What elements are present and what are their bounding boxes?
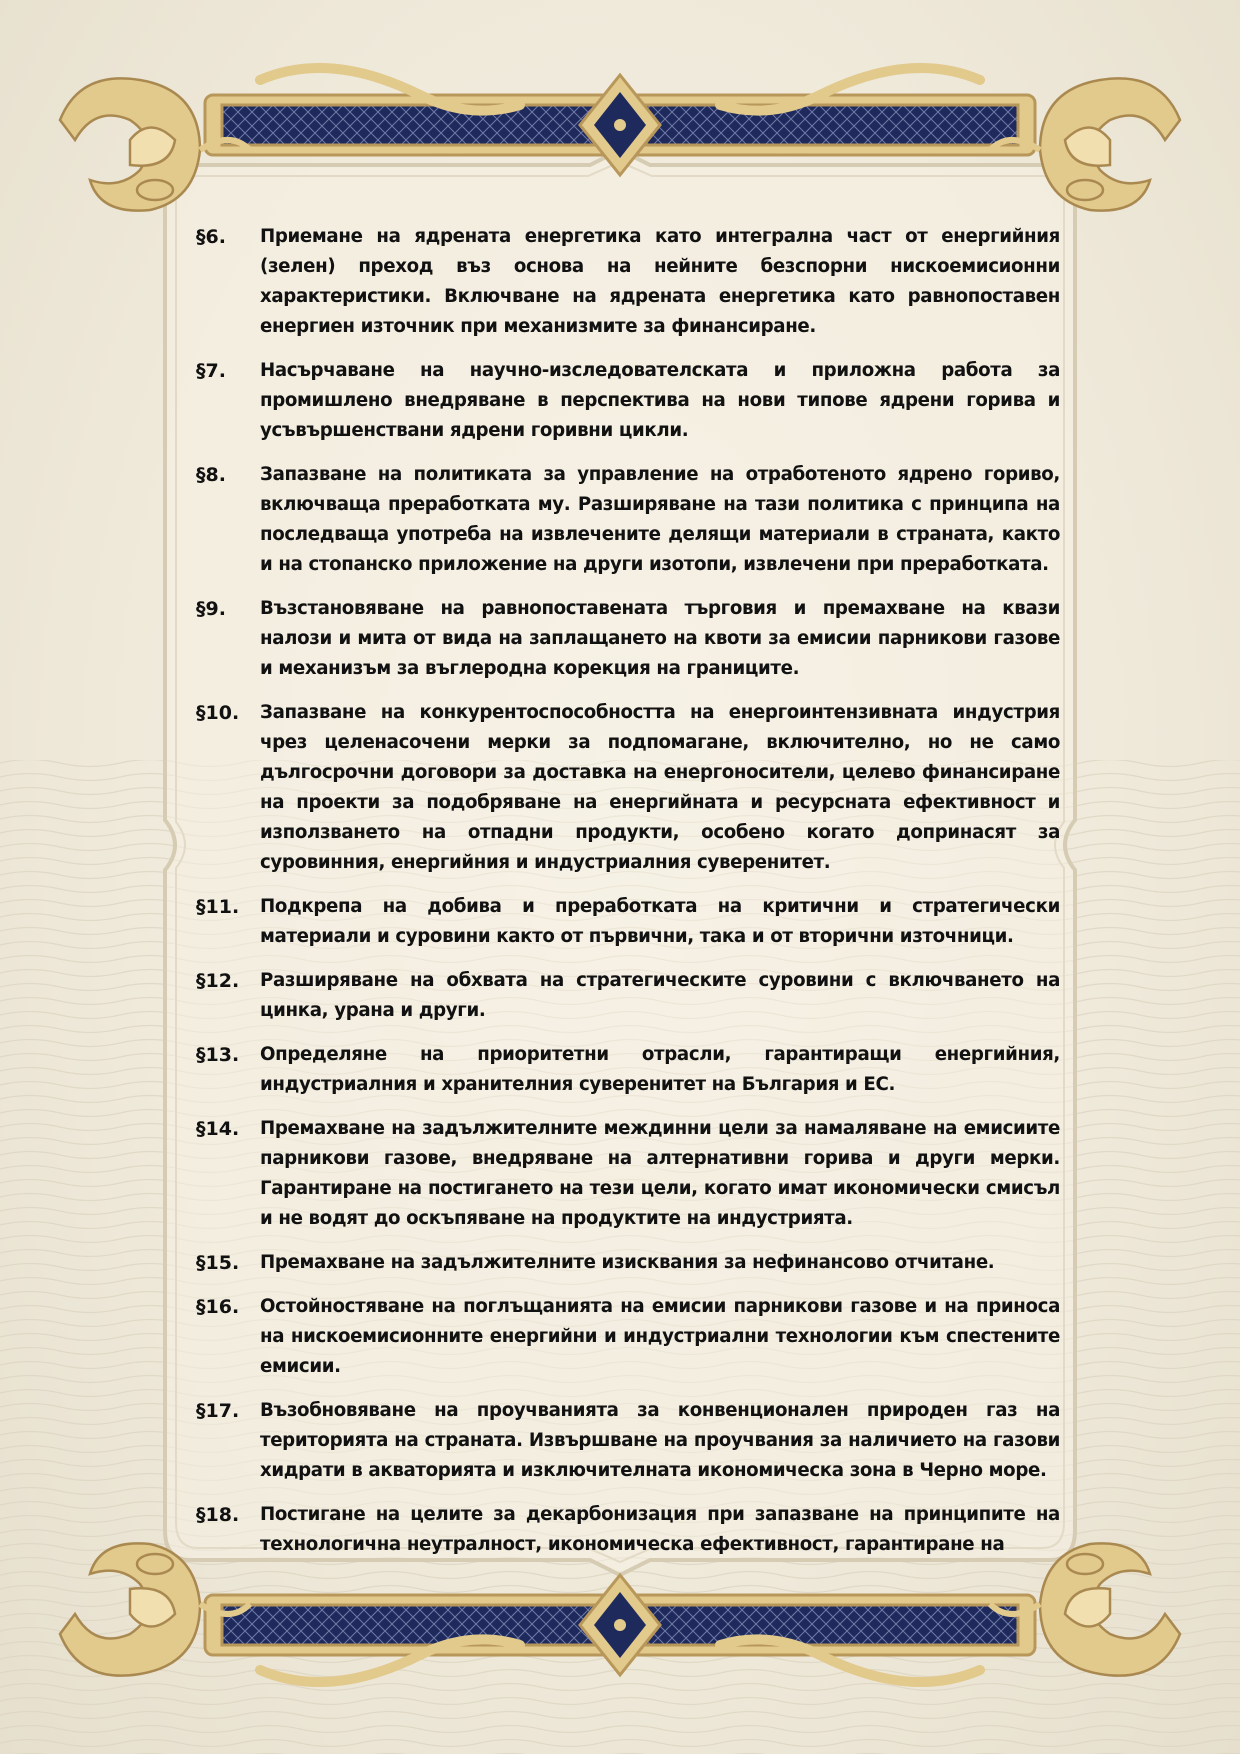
- paragraph-14: [196, 1114, 1060, 1234]
- paragraph-number: §7.: [196, 360, 226, 382]
- paragraph-text: Възобновяване на проучванията за конвенционален природен газ на територията на страната. Извършване на проучвания за наличието на газови хидрати в акваторията и изключителната икономическа зона в Черно море.: [260, 1400, 1060, 1481]
- bottom-banner: [205, 1575, 1035, 1682]
- paragraph-16: [196, 1292, 1060, 1382]
- paragraph-number: §11.: [196, 896, 240, 918]
- paragraph-9: [196, 594, 1060, 684]
- paragraph-number: §8.: [196, 464, 226, 486]
- paragraph-8: [196, 460, 1060, 580]
- paragraph-10: [196, 698, 1060, 878]
- paragraph-text: Възстановяване на равнопоставената търговия и премахване на квази налози и мита от вида на заплащането на квоти за емисии парникови газове и механизъм за въглеродна корекция на границите.: [260, 598, 1060, 679]
- paragraph-number: §6.: [196, 226, 226, 248]
- paragraph-number: §14.: [196, 1118, 240, 1140]
- paragraph-number: §9.: [196, 598, 226, 620]
- paragraph-18: [196, 1500, 1060, 1560]
- paragraph-text: Премахване на задължителните междинни цели за намаляване на емисиите парникови газове, внедряване на алтернативни горива и други мерки. Гарантиране на постигането на тези цели, когато имат икономически смисъл и не водят до оскъпяване на продуктите на индустрията.: [260, 1118, 1060, 1229]
- paragraph-number: §13.: [196, 1044, 240, 1066]
- paragraph-text: Остойностяване на поглъщанията на емисии парникови газове и на приноса на нискоемисионните енергийни и индустриални технологии към спестените емисии.: [260, 1296, 1060, 1377]
- paragraph-number: §12.: [196, 970, 240, 992]
- paragraph-text: Приемане на ядрената енергетика като интегрална част от енергийния (зелен) преход въз основа на нейните безспорни нискоемисионни характеристики. Включване на ядрената енергетика като равнопоставен енергиен източник при механизмите за финансиране.: [260, 226, 1060, 337]
- paragraph-15: [196, 1248, 1060, 1278]
- paragraph-13: [196, 1040, 1060, 1100]
- paragraph-number: §17.: [196, 1400, 240, 1422]
- paragraph-text: Насърчаване на научно-изследователската и приложна работа за промишлено внедряване в перспектива на нови типове ядрени горива и усъвършенствани ядрени горивни цикли.: [260, 360, 1060, 441]
- paragraph-number: §16.: [196, 1296, 240, 1318]
- paragraph-text: Постигане на целите за декарбонизация при запазване на принципите на технологична неутралност, икономическа ефективност, гарантиране на: [260, 1504, 1060, 1555]
- paragraph-list: [196, 222, 1060, 1574]
- paragraph-number: §15.: [196, 1252, 240, 1274]
- paragraph-17: [196, 1396, 1060, 1486]
- paragraph-text: Подкрепа на добива и преработката на критични и стратегически материали и суровини както от първични, така и от вторични източници.: [260, 896, 1060, 947]
- paragraph-text: Запазване на политиката за управление на отработеното ядрено гориво, включваща преработката му. Разширяване на тази политика с принципа на последваща употреба на извлечените делящи материали в страната, както и на стопанско приложение на други изотопи, извлечени при преработката.: [260, 464, 1060, 575]
- paragraph-text: Премахване на задължителните изисквания за нефинансово отчитане.: [260, 1252, 995, 1273]
- paragraph-12: [196, 966, 1060, 1026]
- paragraph-text: Запазване на конкурентоспособността на енергоинтензивната индустрия чрез целенасочени мерки за подпомагане, включително, но не само дългосрочни договори за доставка на енергоносители, целево финансиране на проекти за подобряване на енергийната и ресурсната ефективност и използването на отпадни продукти, особено когато допринасят за суровинния, енергийния и индустриалния суверенитет.: [260, 702, 1060, 873]
- paragraph-text: Определяне на приоритетни отрасли, гарантиращи енергийния, индустриалния и хранителния суверенитет на България и ЕС.: [260, 1044, 1060, 1095]
- paragraph-number: §10.: [196, 702, 240, 724]
- paragraph-6: [196, 222, 1060, 342]
- paragraph-11: [196, 892, 1060, 952]
- top-banner: [205, 68, 1035, 175]
- paragraph-number: §18.: [196, 1504, 240, 1526]
- paragraph-7: [196, 356, 1060, 446]
- paragraph-text: Разширяване на обхвата на стратегическите суровини с включването на цинка, урана и други.: [260, 970, 1060, 1021]
